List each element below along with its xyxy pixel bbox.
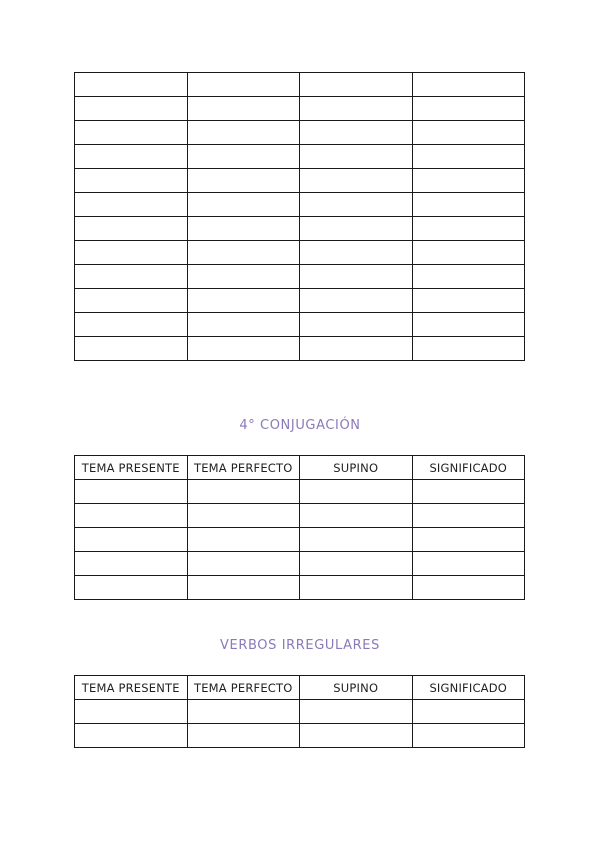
- table-cell[interactable]: [75, 97, 188, 121]
- table-cell[interactable]: [412, 528, 525, 552]
- table-cell[interactable]: [412, 289, 525, 313]
- table-cell[interactable]: [300, 265, 413, 289]
- table-cell[interactable]: [75, 576, 188, 600]
- table-row: [75, 552, 525, 576]
- table-cell[interactable]: [412, 97, 525, 121]
- table-cell[interactable]: [412, 313, 525, 337]
- table-cell[interactable]: [300, 145, 413, 169]
- table-cell[interactable]: [187, 480, 300, 504]
- table-cell[interactable]: [300, 700, 413, 724]
- header-supine: SUPINO: [300, 456, 413, 480]
- table-header-row: [75, 456, 525, 480]
- table-cell[interactable]: [412, 337, 525, 361]
- table-cell[interactable]: [412, 145, 525, 169]
- table-row: [75, 289, 525, 313]
- table-row: [75, 169, 525, 193]
- table-cell[interactable]: [75, 217, 188, 241]
- verb-table-continued: [74, 72, 525, 361]
- header-present-stem: TEMA PRESENTE: [75, 456, 188, 480]
- table-cell[interactable]: [75, 552, 188, 576]
- table-cell[interactable]: [187, 265, 300, 289]
- header-meaning: SIGNIFICADO: [412, 456, 525, 480]
- table-row: [75, 193, 525, 217]
- header-perfect-stem: TEMA PERFECTO: [187, 676, 300, 700]
- table-cell[interactable]: [300, 121, 413, 145]
- header-meaning: SIGNIFICADO: [412, 676, 525, 700]
- table-cell[interactable]: [75, 265, 188, 289]
- table-row: [75, 217, 525, 241]
- table-row: [75, 480, 525, 504]
- table-row: [75, 73, 525, 97]
- table-cell[interactable]: [187, 145, 300, 169]
- table-cell[interactable]: [300, 73, 413, 97]
- table-cell[interactable]: [300, 97, 413, 121]
- table-cell[interactable]: [412, 552, 525, 576]
- table-cell[interactable]: [300, 528, 413, 552]
- table-cell[interactable]: [75, 73, 188, 97]
- table-row: [75, 121, 525, 145]
- table-cell[interactable]: [187, 73, 300, 97]
- table-cell[interactable]: [300, 241, 413, 265]
- header-present-stem: TEMA PRESENTE: [75, 676, 188, 700]
- table-cell[interactable]: [412, 169, 525, 193]
- table-cell[interactable]: [412, 73, 525, 97]
- table-cell[interactable]: [75, 241, 188, 265]
- section-heading-irregular-verbs: VERBOS IRREGULARES: [220, 638, 380, 653]
- table-cell[interactable]: [412, 700, 525, 724]
- section-heading-4th-conjugation: 4° CONJUGACIÓN: [239, 418, 361, 433]
- table-cell[interactable]: [75, 145, 188, 169]
- table-cell[interactable]: [75, 289, 188, 313]
- table-cell[interactable]: [300, 289, 413, 313]
- table-cell[interactable]: [412, 480, 525, 504]
- table-cell[interactable]: [75, 480, 188, 504]
- table-cell[interactable]: [300, 552, 413, 576]
- table-cell[interactable]: [300, 337, 413, 361]
- table-row: [75, 504, 525, 528]
- table-row: [75, 528, 525, 552]
- table-cell[interactable]: [187, 241, 300, 265]
- table-cell[interactable]: [187, 552, 300, 576]
- table-cell[interactable]: [187, 700, 300, 724]
- table-row: [75, 337, 525, 361]
- table-cell[interactable]: [412, 724, 525, 748]
- table-cell[interactable]: [300, 193, 413, 217]
- header-perfect-stem: TEMA PERFECTO: [187, 456, 300, 480]
- table-row: [75, 724, 525, 748]
- table-cell[interactable]: [300, 169, 413, 193]
- table-cell[interactable]: [187, 576, 300, 600]
- table-row: [75, 145, 525, 169]
- table-cell[interactable]: [75, 193, 188, 217]
- table-cell[interactable]: [187, 289, 300, 313]
- table-cell[interactable]: [300, 724, 413, 748]
- table-cell[interactable]: [75, 313, 188, 337]
- table-cell[interactable]: [300, 504, 413, 528]
- table-cell[interactable]: [75, 724, 188, 748]
- verb-table-irregular: [74, 675, 525, 748]
- table-cell[interactable]: [187, 724, 300, 748]
- table-cell[interactable]: [412, 217, 525, 241]
- table-cell[interactable]: [75, 504, 188, 528]
- table-cell[interactable]: [300, 576, 413, 600]
- table-cell[interactable]: [75, 121, 188, 145]
- table-cell[interactable]: [75, 169, 188, 193]
- table-cell[interactable]: [187, 169, 300, 193]
- table-row: [75, 97, 525, 121]
- table-cell[interactable]: [412, 504, 525, 528]
- table-cell[interactable]: [300, 313, 413, 337]
- table-cell[interactable]: [187, 337, 300, 361]
- verb-table-4th-conjugation: [74, 455, 525, 600]
- table-cell[interactable]: [300, 217, 413, 241]
- table-row: [75, 576, 525, 600]
- table-header-row: [75, 676, 525, 700]
- table-cell[interactable]: [412, 576, 525, 600]
- table-cell[interactable]: [187, 313, 300, 337]
- header-supine: SUPINO: [300, 676, 413, 700]
- table-cell[interactable]: [187, 193, 300, 217]
- table-cell[interactable]: [412, 241, 525, 265]
- table-cell[interactable]: [187, 217, 300, 241]
- table-row: [75, 313, 525, 337]
- table-cell[interactable]: [187, 97, 300, 121]
- table-cell[interactable]: [412, 265, 525, 289]
- table-cell[interactable]: [300, 480, 413, 504]
- table-row: [75, 700, 525, 724]
- table-cell[interactable]: [75, 528, 188, 552]
- table-cell[interactable]: [187, 528, 300, 552]
- table-cell[interactable]: [412, 193, 525, 217]
- table-row: [75, 241, 525, 265]
- table-cell[interactable]: [187, 121, 300, 145]
- table-row: [75, 265, 525, 289]
- table-cell[interactable]: [75, 700, 188, 724]
- table-cell[interactable]: [187, 504, 300, 528]
- table-cell[interactable]: [75, 337, 188, 361]
- table-cell[interactable]: [412, 121, 525, 145]
